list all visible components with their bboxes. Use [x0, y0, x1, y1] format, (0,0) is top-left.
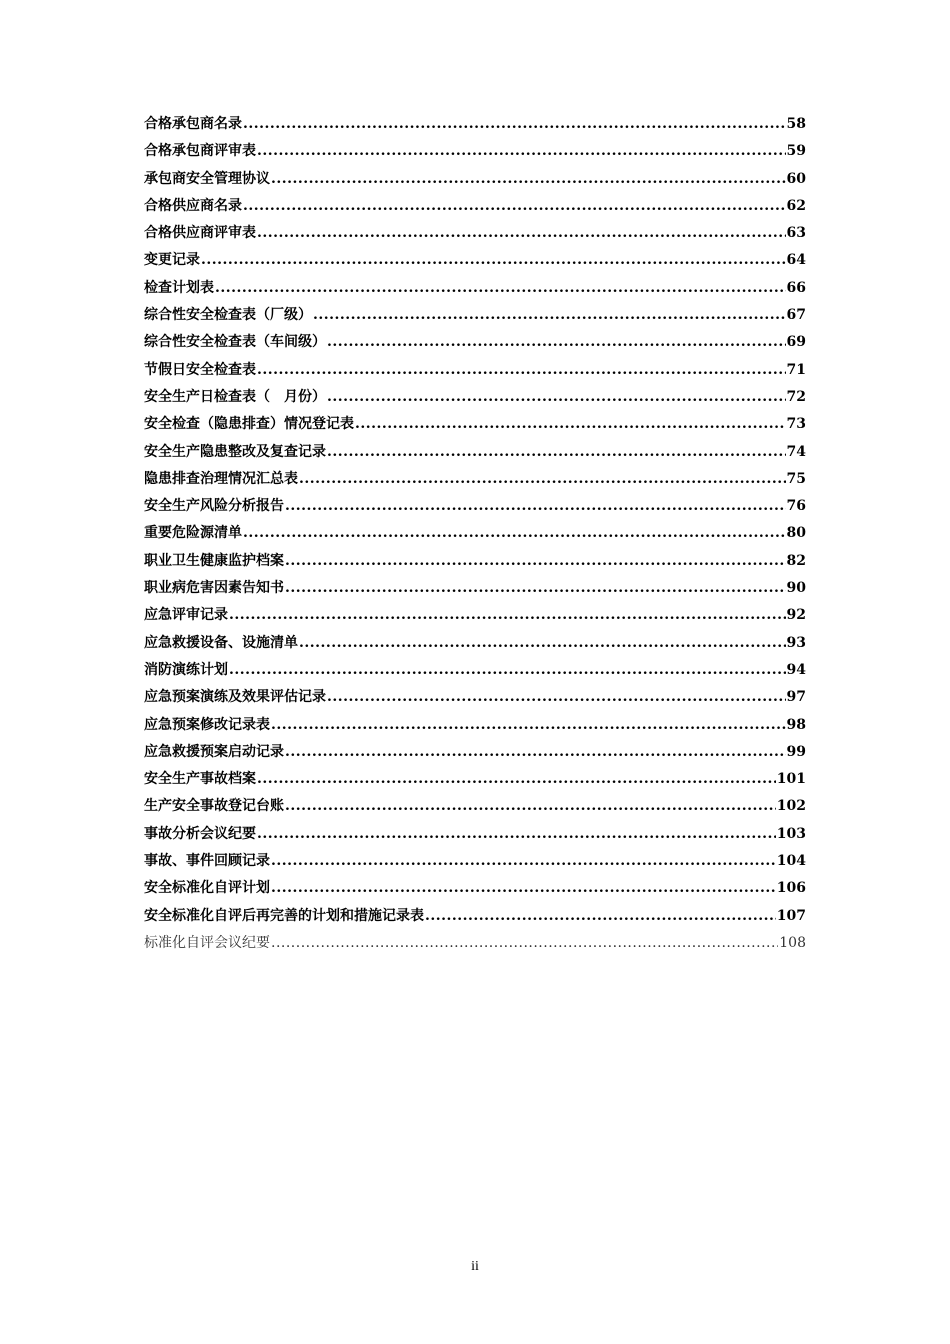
toc-entry-title: 安全生产事故档案 [144, 771, 256, 788]
toc-entry[interactable] [144, 413, 806, 440]
toc-dot-leader [327, 689, 786, 705]
toc-entry-title: 安全检查（隐患排查）情况登记表 [144, 416, 354, 433]
toc-entry[interactable] [144, 522, 806, 549]
toc-dot-leader [271, 717, 786, 733]
toc-entry-title: 标准化自评会议纪要 [144, 934, 270, 951]
toc-entry-page: 63 [786, 225, 806, 242]
toc-dot-leader [271, 171, 786, 187]
toc-entry[interactable] [144, 686, 806, 713]
toc-entry-title: 隐患排查治理情况汇总表 [144, 470, 298, 487]
toc-entry-page: 102 [776, 798, 806, 815]
toc-entry-page: 73 [786, 416, 806, 433]
toc-dot-leader [425, 908, 776, 924]
toc-entry-title: 应急救援预案启动记录 [144, 743, 284, 760]
toc-entry-title: 安全生产风险分析报告 [144, 498, 284, 515]
toc-dot-leader [215, 280, 786, 296]
toc-entry-title: 职业卫生健康监护档案 [144, 552, 284, 569]
toc-entry-page: 103 [776, 825, 806, 842]
toc-entry-page: 101 [776, 771, 806, 788]
toc-entry-title: 合格供应商评审表 [144, 225, 256, 242]
toc-dot-leader [285, 498, 786, 514]
toc-dot-leader [243, 198, 786, 214]
toc-entry-title: 合格承包商评审表 [144, 143, 256, 160]
toc-entry[interactable] [144, 495, 806, 522]
toc-entry-page: 62 [786, 197, 806, 214]
toc-entry[interactable] [144, 795, 806, 822]
toc-entry-title: 检查计划表 [144, 279, 214, 296]
toc-entry-page: 71 [786, 361, 806, 378]
toc-entry[interactable] [144, 768, 806, 795]
toc-entry-title: 安全标准化自评后再完善的计划和措施记录表 [144, 907, 424, 924]
toc-dot-leader [313, 307, 786, 323]
toc-entry[interactable] [144, 632, 806, 659]
toc-entry-title: 重要危险源清单 [144, 525, 242, 542]
toc-entry-page: 58 [786, 116, 806, 132]
toc-entry-page: 69 [786, 334, 806, 351]
toc-dot-leader [257, 362, 786, 378]
toc-entry[interactable] [144, 741, 806, 768]
toc-entry[interactable] [144, 277, 806, 304]
toc-entry-page: 108 [779, 934, 806, 951]
toc-dot-leader [299, 471, 786, 487]
toc-dot-leader [327, 334, 786, 350]
toc-entry-page: 60 [786, 170, 806, 187]
toc-dot-leader [327, 444, 786, 460]
toc-dot-leader [229, 662, 786, 678]
toc-entry-title: 合格供应商名录 [144, 197, 242, 214]
toc-dot-leader [229, 607, 786, 623]
toc-entry-page: 107 [776, 907, 806, 924]
toc-entry[interactable] [144, 222, 806, 249]
toc-entry[interactable] [144, 659, 806, 686]
toc-entry[interactable] [144, 604, 806, 631]
toc-entry-page: 59 [786, 143, 806, 160]
toc-entry-page: 80 [786, 525, 806, 542]
toc-entry[interactable] [144, 386, 806, 413]
toc-entry[interactable] [144, 140, 806, 167]
toc-entry[interactable] [144, 577, 806, 604]
toc-entry[interactable] [144, 877, 806, 904]
toc-entry[interactable] [144, 714, 806, 741]
toc-entry-title: 职业病危害因素告知书 [144, 580, 284, 597]
toc-entry-page: 74 [786, 443, 806, 460]
toc-dot-leader [243, 116, 786, 132]
toc-entry-title: 消防演练计划 [144, 661, 228, 678]
toc-dot-leader [271, 935, 778, 951]
toc-entry[interactable] [144, 168, 806, 195]
toc-entry[interactable] [144, 850, 806, 877]
toc-entry-page: 99 [786, 743, 806, 760]
toc-entry-page: 97 [786, 689, 806, 706]
toc-dot-leader [271, 853, 776, 869]
toc-dot-leader [285, 553, 786, 569]
toc-entry[interactable] [144, 249, 806, 276]
toc-entry-page: 64 [786, 252, 806, 269]
toc-entry-title: 综合性安全检查表（车间级） [144, 334, 326, 351]
toc-entry-page: 76 [786, 498, 806, 515]
toc-entry[interactable] [144, 932, 806, 959]
toc-entry[interactable] [144, 441, 806, 468]
toc-entry-title: 节假日安全检查表 [144, 361, 256, 378]
toc-entry-title: 应急救援设备、设施清单 [144, 634, 298, 651]
toc-dot-leader [201, 252, 786, 268]
toc-dot-leader [285, 580, 786, 596]
toc-entry-page: 94 [786, 661, 806, 678]
toc-entry-page: 106 [776, 880, 806, 897]
toc-entry-page: 90 [786, 580, 806, 597]
toc-entry-page: 98 [786, 716, 806, 733]
toc-entry-title: 应急评审记录 [144, 607, 228, 624]
toc-dot-leader [257, 143, 786, 159]
toc-entry[interactable] [144, 468, 806, 495]
toc-entry-page: 82 [786, 552, 806, 569]
toc-dot-leader [271, 880, 776, 896]
toc-entry-title: 变更记录 [144, 252, 200, 269]
toc-entry[interactable] [144, 359, 806, 386]
toc-entry-page: 93 [786, 634, 806, 651]
toc-entry-title: 安全标准化自评计划 [144, 880, 270, 897]
toc-entry-title: 应急预案演练及效果评估记录 [144, 689, 326, 706]
toc-entry-title: 合格承包商名录 [144, 116, 242, 132]
toc-entry[interactable] [144, 823, 806, 850]
toc-entry-title: 安全生产隐患整改及复查记录 [144, 443, 326, 460]
toc-entry-page: 92 [786, 607, 806, 624]
toc-entry[interactable] [144, 331, 806, 358]
toc-entry-title: 综合性安全检查表（厂级） [144, 307, 312, 324]
toc-dot-leader [257, 771, 776, 787]
toc-dot-leader [327, 389, 786, 405]
toc-entry-page: 104 [776, 853, 806, 870]
toc-dot-leader [257, 225, 786, 241]
toc-entry-title: 承包商安全管理协议 [144, 170, 270, 187]
toc-entry-title: 生产安全事故登记台账 [144, 798, 284, 815]
toc-entry[interactable] [144, 550, 806, 577]
toc-entry-page: 75 [786, 470, 806, 487]
toc-entry[interactable] [144, 304, 806, 331]
toc-dot-leader [257, 826, 776, 842]
toc-dot-leader [355, 416, 786, 432]
toc-entry[interactable] [144, 113, 806, 140]
page-number: ii [471, 1259, 479, 1274]
table-of-contents [144, 113, 806, 959]
toc-entry-page: 72 [786, 388, 806, 405]
toc-entry[interactable] [144, 905, 806, 932]
toc-dot-leader [299, 635, 786, 651]
toc-dot-leader [285, 744, 786, 760]
toc-entry-title: 安全生产日检查表（ 月份） [144, 388, 326, 405]
toc-entry[interactable] [144, 195, 806, 222]
toc-dot-leader [285, 798, 776, 814]
toc-dot-leader [243, 525, 786, 541]
toc-entry-title: 应急预案修改记录表 [144, 716, 270, 733]
toc-entry-page: 66 [786, 279, 806, 296]
toc-entry-title: 事故、事件回顾记录 [144, 853, 270, 870]
toc-entry-title: 事故分析会议纪要 [144, 825, 256, 842]
toc-entry-page: 67 [786, 307, 806, 324]
